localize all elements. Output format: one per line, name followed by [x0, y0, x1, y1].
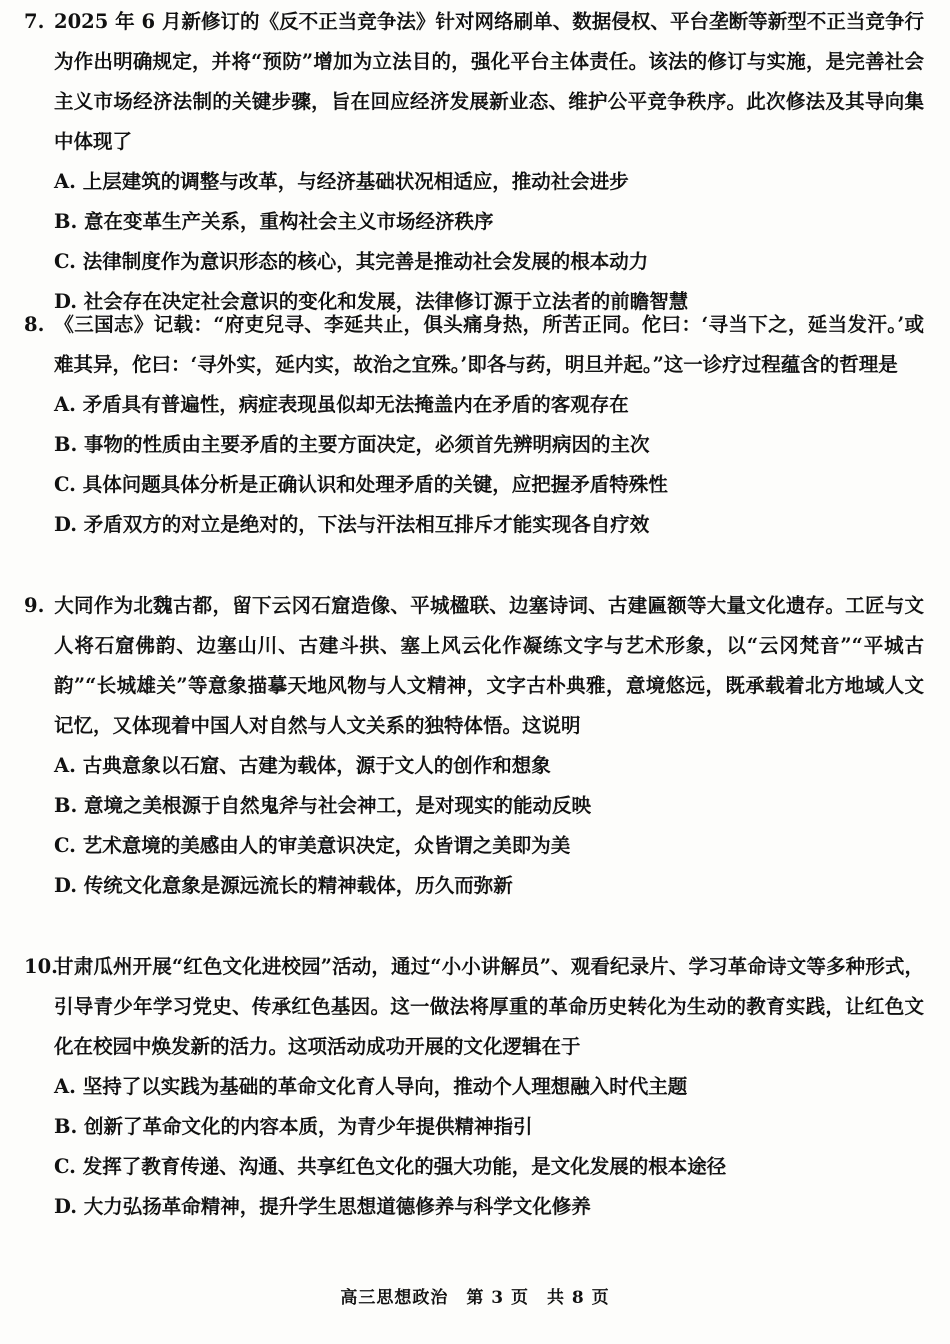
page-footer: 高三思想政治 第 3 页 共 8 页	[340, 1288, 610, 1308]
question-7	[24, 2, 924, 322]
option-b: B. 事物的性质由主要矛盾的主要方面决定，必须首先辨明病因的主次	[54, 433, 650, 456]
option-d: D. 大力弘扬革命精神，提升学生思想道德修养与科学文化修养	[54, 1195, 591, 1218]
question-number: 9.	[24, 594, 45, 617]
option-a: A. 矛盾具有普遍性，病症表现虽似却无法掩盖内在矛盾的客观存在	[54, 393, 629, 416]
option-b: B. 意在变革生产关系，重构社会主义市场经济秩序	[54, 210, 494, 233]
question-9	[24, 586, 924, 906]
option-b: B. 意境之美根源于自然鬼斧与社会神工，是对现实的能动反映	[54, 794, 592, 817]
question-stem	[24, 305, 924, 385]
option-d: D. 矛盾双方的对立是绝对的，下法与汗法相互排斥才能实现各自疗效	[54, 513, 650, 536]
question-10	[24, 947, 924, 1227]
question-text: 《三国志》记载：“府吏兒寻、李延共止，俱头痛身热，所苦正同。佗曰：‘寻当下之，延当发汗。’或难其异，佗曰：‘寻外实，延内实，故治之宜殊。’即各与药，明旦并起。”这一诊疗过程蕴含的哲理是	[54, 313, 924, 376]
option-d: D. 社会存在决定社会意识的变化和发展，法律修订源于立法者的前瞻智慧	[54, 290, 689, 313]
option-c: C. 发挥了教育传递、沟通、共享红色文化的强大功能，是文化发展的根本途径	[54, 1155, 727, 1178]
option-d: D. 传统文化意象是源远流长的精神载体，历久而弥新	[54, 874, 513, 897]
question-stem	[24, 947, 924, 1067]
question-stem	[24, 2, 924, 162]
option-a: A. 上层建筑的调整与改革，与经济基础状况相适应，推动社会进步	[54, 170, 629, 193]
question-8	[24, 305, 924, 545]
option-c: C. 艺术意境的美感由人的审美意识决定，众皆谓之美即为美	[54, 834, 571, 857]
option-a: A. 古典意象以石窟、古建为载体，源于文人的创作和想象	[54, 754, 551, 777]
option-b: B. 创新了革命文化的内容本质，为青少年提供精神指引	[54, 1115, 533, 1138]
option-c: C. 具体问题具体分析是正确认识和处理矛盾的关键，应把握矛盾特殊性	[54, 473, 668, 496]
question-text: 甘肃瓜州开展“红色文化进校园”活动，通过“小小讲解员”、观看纪录片、学习革命诗文等多种形式，引导青少年学习党史、传承红色基因。这一做法将厚重的革命历史转化为生动的教育实践，让红色文化在校园中焕发新的活力。这项活动成功开展的文化逻辑在于	[54, 955, 924, 1058]
option-a: A. 坚持了以实践为基础的革命文化育人导向，推动个人理想融入时代主题	[54, 1075, 688, 1098]
question-number: 8.	[24, 313, 45, 336]
question-number: 10.	[24, 955, 58, 978]
question-text: 2025 年 6 月新修订的《反不正当竞争法》针对网络刷单、数据侵权、平台垄断等新型不正当竞争行为作出明确规定，并将“预防”增加为立法目的，强化平台主体责任。该法的修订与实施，是完善社会主义市场经济法制的关键步骤，旨在回应经济发展新业态、维护公平竞争秩序。此次修法及其导向集中体现了	[54, 10, 924, 153]
question-stem	[24, 586, 924, 746]
option-c: C. 法律制度作为意识形态的核心，其完善是推动社会发展的根本动力	[54, 250, 649, 273]
question-text: 大同作为北魏古都，留下云冈石窟造像、平城楹联、边塞诗词、古建匾额等大量文化遗存。工匠与文人将石窟佛韵、边塞山川、古建斗拱、塞上风云化作凝练文字与艺术形象，以“云冈梵音”“平城古韵”“长城雄关”等意象描摹天地风物与人文精神，文字古朴典雅，意境悠远，既承载着北方地域人文记忆，又体现着中国人对自然与人文关系的独特体悟。这说明	[54, 594, 924, 737]
question-number: 7.	[24, 10, 45, 33]
